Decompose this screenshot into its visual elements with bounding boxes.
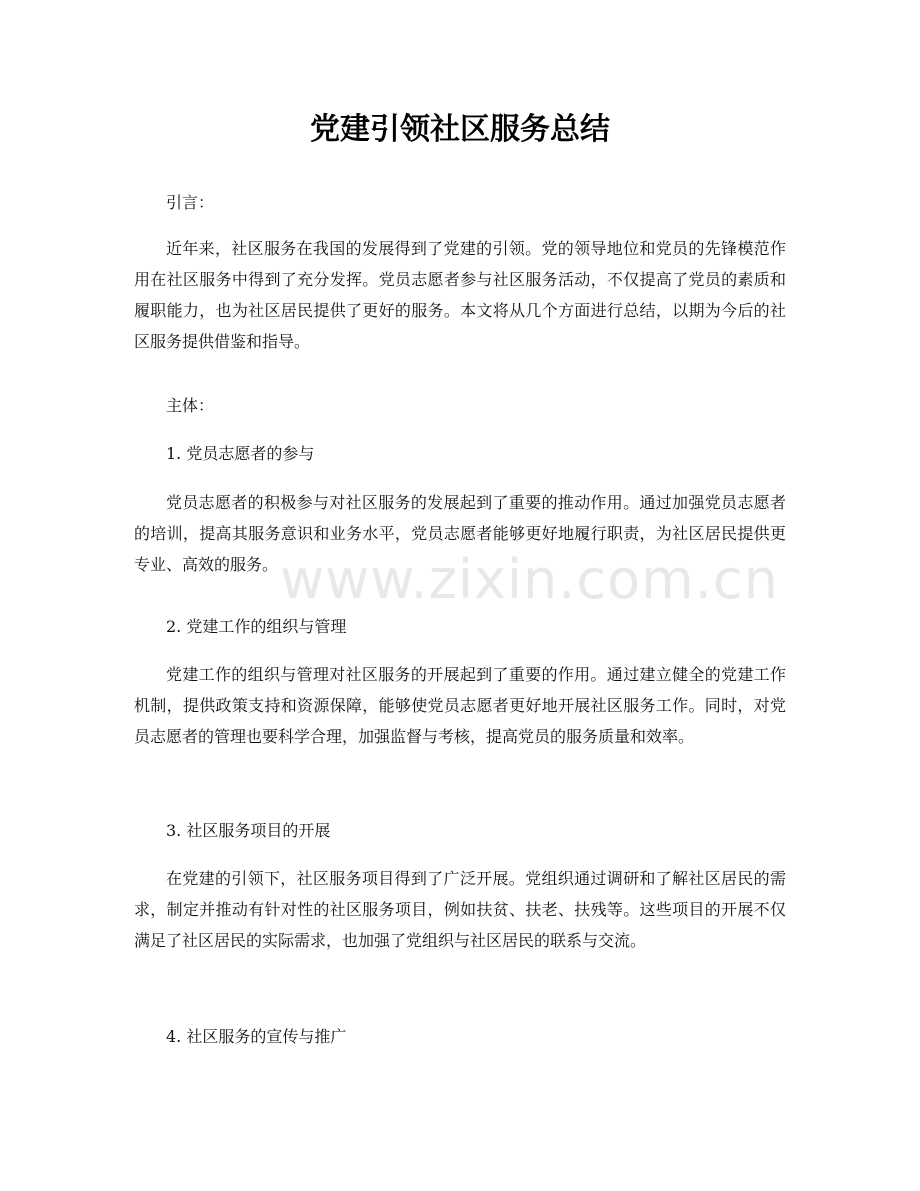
- intro-paragraph: 近年来，社区服务在我国的发展得到了党建的引领。党的领导地位和党员的先锋模范作用在社区服务中得到了充分发挥。党员志愿者参与社区服务活动，不仅提高了党员的素质和履职能力，也为社区居民提供了更好的服务。本文将从几个方面进行总结，以期为今后的社区服务提供借鉴和指导。: [134, 239, 786, 351]
- section-heading-2: 2. 党建工作的组织与管理: [166, 617, 347, 636]
- section-heading-3: 3. 社区服务项目的开展: [166, 821, 331, 840]
- section-text-1: 党员志愿者的积极参与对社区服务的发展起到了重要的推动作用。通过加强党员志愿者的培训，提高其服务意识和业务水平，党员志愿者能够更好地履行职责，为社区居民提供更专业、高效的服务。: [134, 493, 786, 574]
- section-text-3: 在党建的引领下，社区服务项目得到了广泛开展。党组织通过调研和了解社区居民的需求，制定并推动有针对性的社区服务项目，例如扶贫、扶老、扶残等。这些项目的开展不仅满足了社区居民的实际需求，也加强了党组织与社区居民的联系与交流。: [134, 869, 786, 950]
- section-heading-4: 4. 社区服务的宣传与推广: [166, 1027, 347, 1046]
- section-text-2: 党建工作的组织与管理对社区服务的开展起到了重要的作用。通过建立健全的党建工作机制，提供政策支持和资源保障，能够使党员志愿者更好地开展社区服务工作。同时，对党员志愿者的管理也要科学合理，加强监督与考核，提高党员的服务质量和效率。: [134, 665, 786, 746]
- section-heading-1: 1. 党员志愿者的参与: [166, 444, 315, 463]
- watermark-text: www.zixin.com.cn: [280, 548, 779, 611]
- body-label: 主体：: [166, 396, 215, 415]
- page-title: 党建引领社区服务总结: [310, 112, 610, 147]
- intro-label: 引言：: [166, 193, 215, 212]
